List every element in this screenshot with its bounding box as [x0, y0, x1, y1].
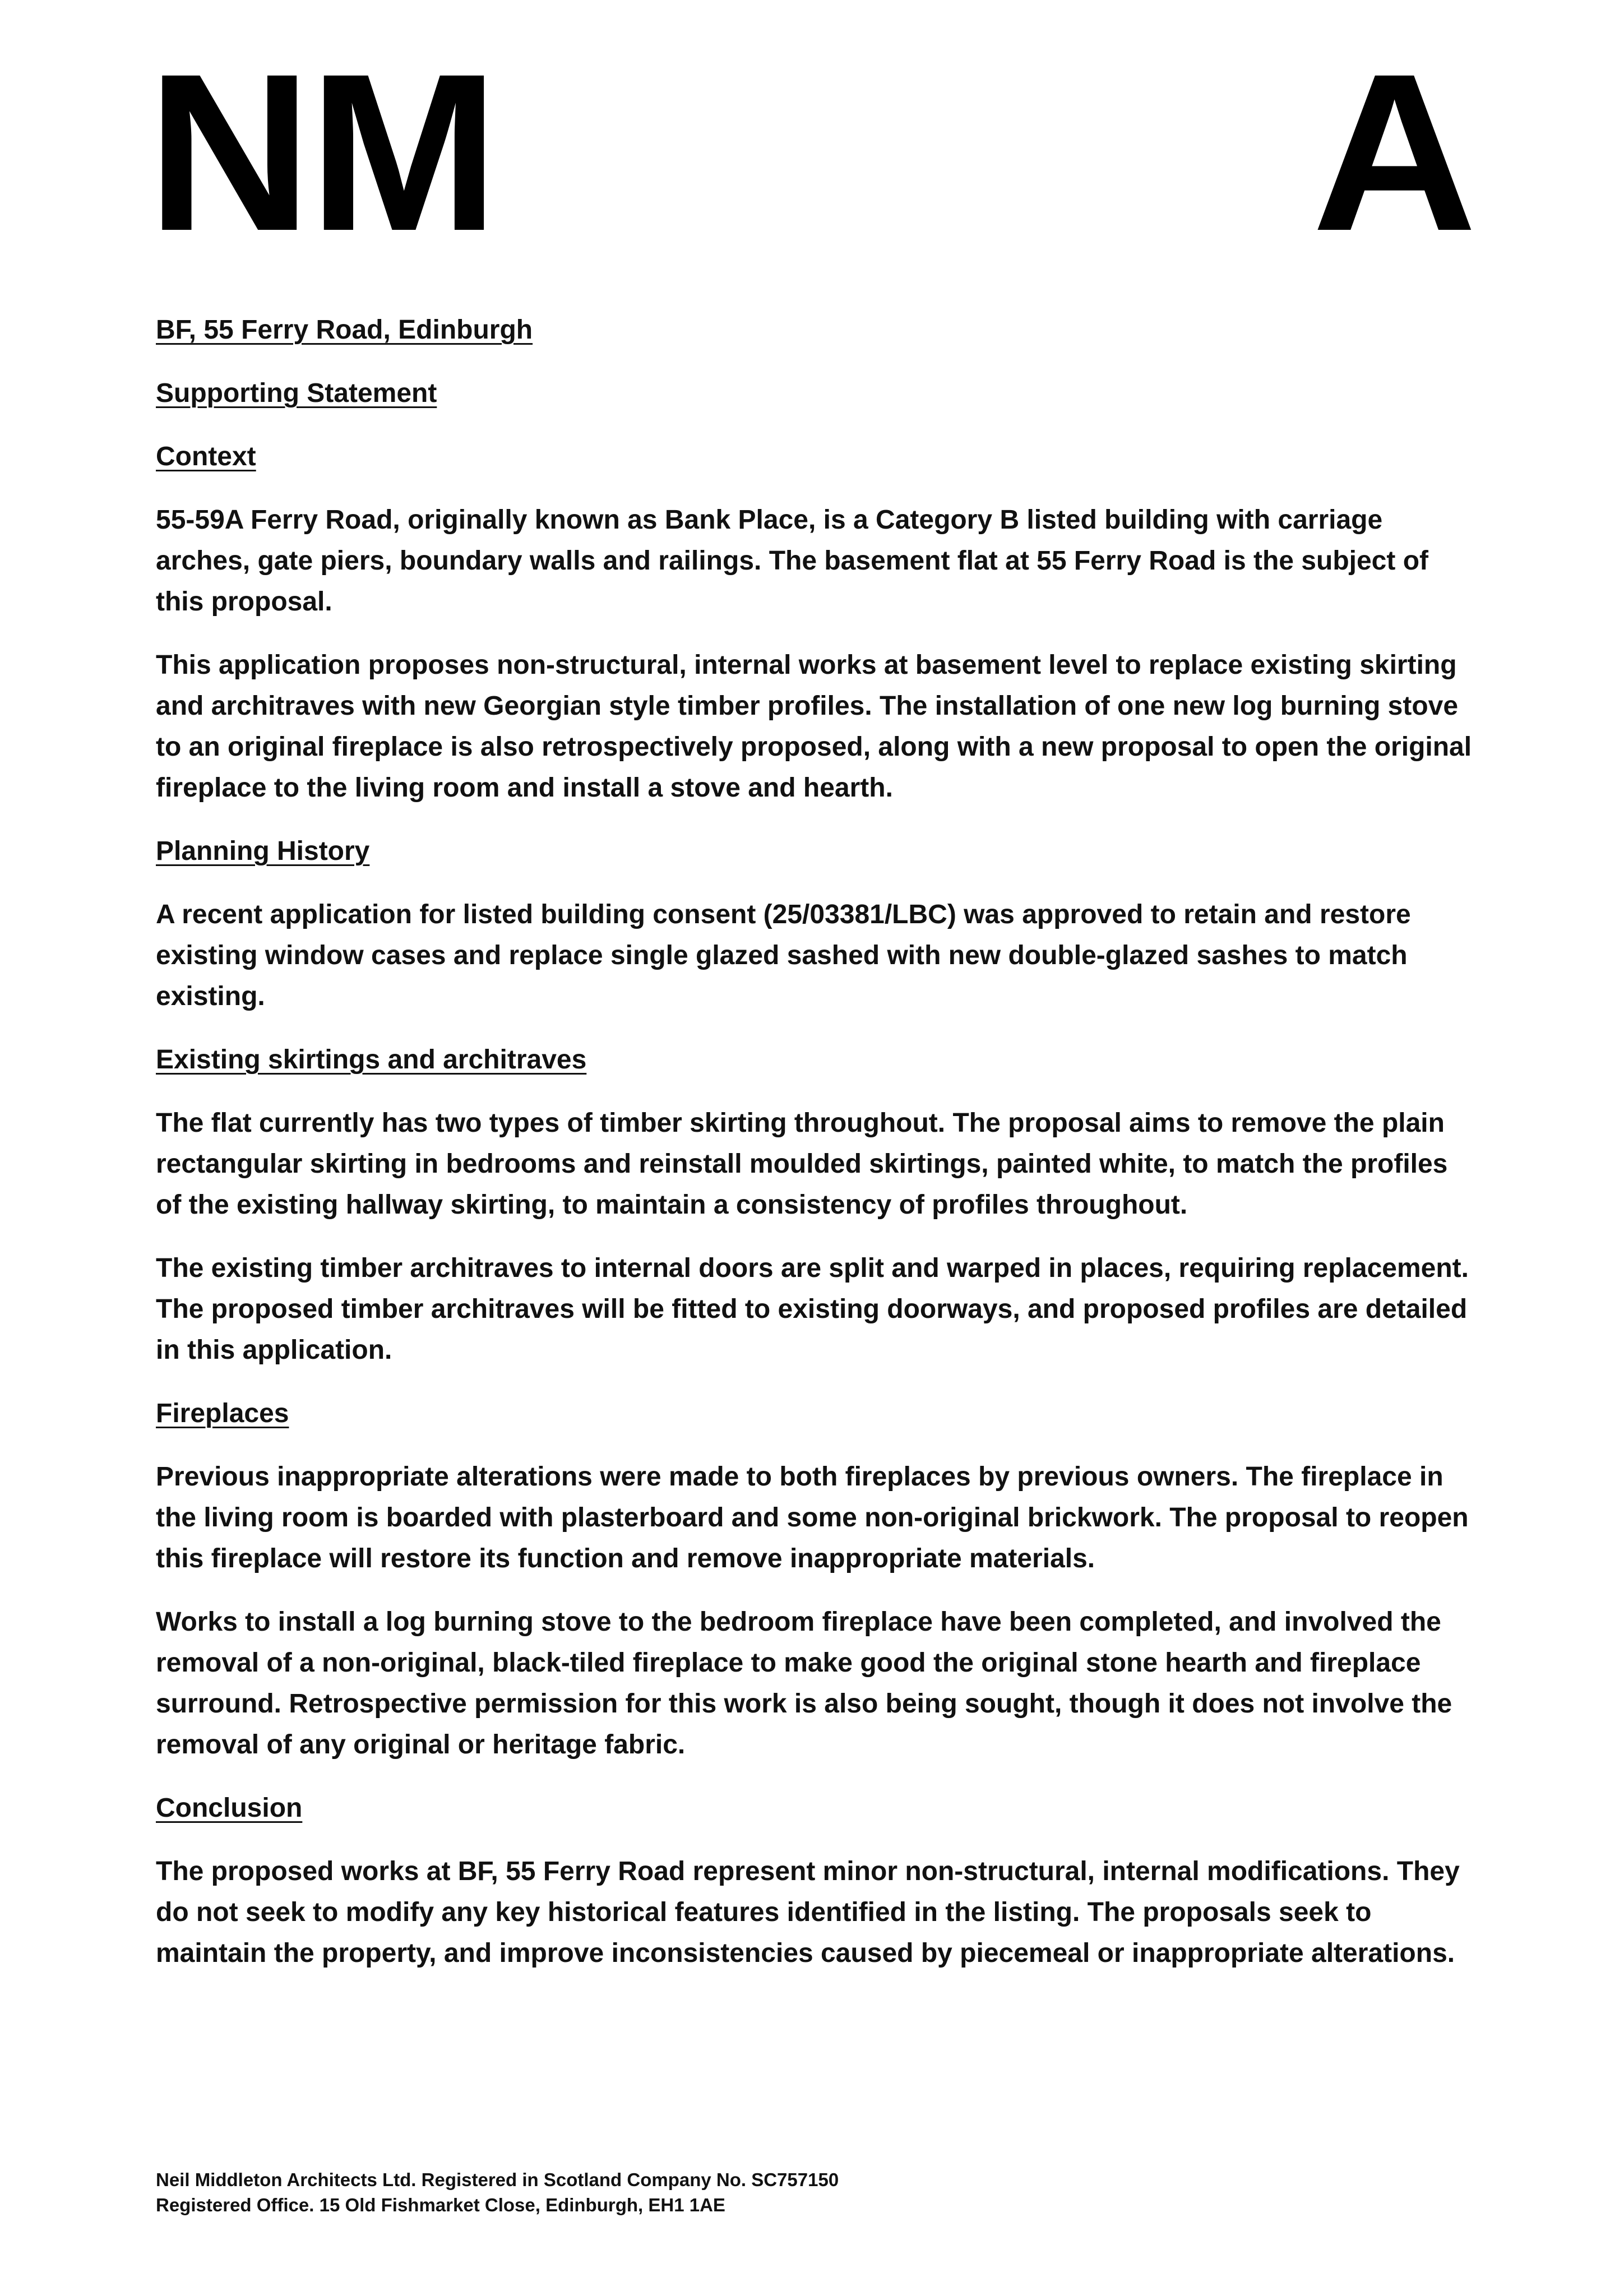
- document-subtitle: Supporting Statement: [156, 378, 437, 408]
- footer-company-line: Neil Middleton Architects Ltd. Registered in Scotland Company No. SC757150: [156, 2169, 839, 2190]
- section-heading-context: Context: [156, 442, 256, 471]
- fireplaces-paragraph-2: Works to install a log burning stove to the bedroom fireplace have been completed, and involved the removal of a non-original, black-tiled fireplace to make good the original stone hearth and fireplace surround. Retrospective permission for this work is also being sought, though it does not involve the removal of any original or heritage fabric.: [156, 1607, 1452, 1760]
- context-paragraph-1: 55-59A Ferry Road, originally known as Bank Place, is a Category B listed building with carriage arches, gate piers, boundary walls and railings. The basement flat at 55 Ferry Road is the subject of this proposal.: [156, 505, 1428, 617]
- section-heading-skirtings: Existing skirtings and architraves: [156, 1045, 587, 1075]
- footer-address-line: Registered Office. 15 Old Fishmarket Close, Edinburgh, EH1 1AE: [156, 2195, 725, 2215]
- section-heading-fireplaces: Fireplaces: [156, 1399, 289, 1428]
- logo-nm: NM: [147, 27, 496, 277]
- planning-history-paragraph-1: A recent application for listed building consent (25/03381/LBC) was approved to retain and restore existing window cases and replace single glazed sashed with new double-glazed sashes to match existing.: [156, 900, 1411, 1011]
- skirtings-paragraph-1: The flat currently has two types of timber skirting throughout. The proposal aims to remove the plain rectangular skirting in bedrooms and reinstall moulded skirtings, painted white, to match the profiles of the existing hallway skirting, to maintain a consistency of profiles throughout.: [156, 1108, 1448, 1220]
- conclusion-paragraph-1: The proposed works at BF, 55 Ferry Road represent minor non-structural, internal modifications. They do not seek to modify any key historical features identified in the listing. The proposals seek to maintain the property, and improve inconsistencies caused by piecemeal or inappropriate alterations.: [156, 1857, 1460, 1968]
- section-heading-planning-history: Planning History: [156, 836, 370, 866]
- context-paragraph-2: This application proposes non-structural, internal works at basement level to replace existing skirting and architraves with new Georgian style timber profiles. The installation of one new log burning stove to an original fireplace is also retrospectively proposed, along with a new proposal to open the original fireplace to the living room and install a stove and hearth.: [156, 650, 1472, 803]
- document-body: [156, 309, 1479, 1996]
- fireplaces-paragraph-1: Previous inappropriate alterations were made to both fireplaces by previous owners. The fireplace in the living room is boarded with plasterboard and some non-original brickwork. The proposal to reopen this fireplace will restore its function and remove inappropriate materials.: [156, 1462, 1469, 1573]
- skirtings-paragraph-2: The existing timber architraves to internal doors are split and warped in places, requiring replacement. The proposed timber architraves will be fitted to existing doorways, and proposed profiles are detailed in this application.: [156, 1253, 1469, 1365]
- logo-a: A: [1312, 27, 1474, 277]
- document-title: BF, 55 Ferry Road, Edinburgh: [156, 315, 533, 345]
- section-heading-conclusion: Conclusion: [156, 1793, 303, 1823]
- footer: [156, 2167, 1479, 2218]
